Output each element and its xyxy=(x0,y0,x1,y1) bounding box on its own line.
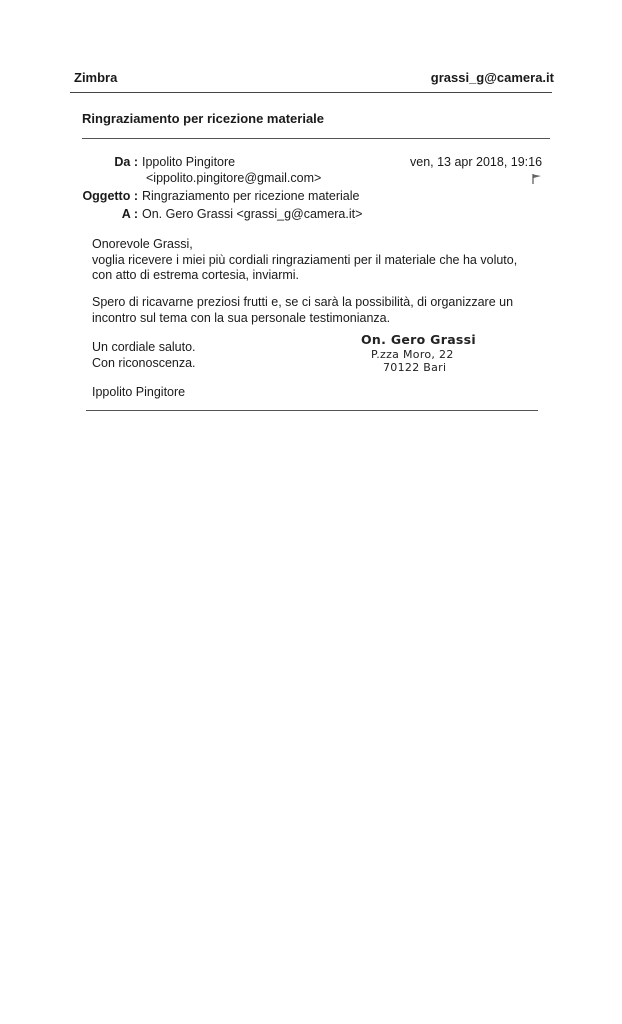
stamp-street: P.zza Moro, 22 xyxy=(371,348,454,361)
account-email: grassi_g@camera.it xyxy=(430,70,554,85)
message-end-divider xyxy=(86,410,538,411)
closing-line-1: Un cordiale saluto. xyxy=(92,340,196,354)
stamp-name: On. Gero Grassi xyxy=(361,332,476,347)
to-value[interactable]: On. Gero Grassi <grassi_g@camera.it> xyxy=(142,207,363,221)
header-divider xyxy=(70,92,552,93)
from-name[interactable]: Ippolito Pingitore xyxy=(142,155,236,169)
signature: Ippolito Pingitore xyxy=(92,385,186,399)
from-label: Da : xyxy=(114,155,138,169)
message-date: ven, 13 apr 2018, 19:16 xyxy=(410,155,543,169)
from-email[interactable]: <ippolito.pingitore@gmail.com> xyxy=(146,171,322,185)
body-line-4: incontro sul tema con la sua personale testimonianza. xyxy=(92,311,391,325)
app-name: Zimbra xyxy=(74,70,118,85)
subject-divider xyxy=(82,138,550,139)
body-line-2: con atto di estrema cortesia, inviarmi. xyxy=(92,268,300,282)
to-label: A : xyxy=(121,207,138,221)
flag-icon[interactable] xyxy=(531,173,543,185)
closing-line-2: Con riconoscenza. xyxy=(92,356,196,370)
message-subject-title: Ringraziamento per ricezione materiale xyxy=(82,111,325,126)
body-greeting: Onorevole Grassi, xyxy=(92,237,193,251)
body-line-3: Spero di ricavarne preziosi frutti e, se ci sarà la possibilità, di organizzare un xyxy=(92,295,514,309)
stamp-city: 70122 Bari xyxy=(383,361,447,374)
subject-label: Oggetto : xyxy=(82,189,138,203)
body-line-1: voglia ricevere i miei più cordiali ringraziamenti per il materiale che ha voluto, xyxy=(92,253,518,267)
subject-value: Ringraziamento per ricezione materiale xyxy=(142,189,360,203)
